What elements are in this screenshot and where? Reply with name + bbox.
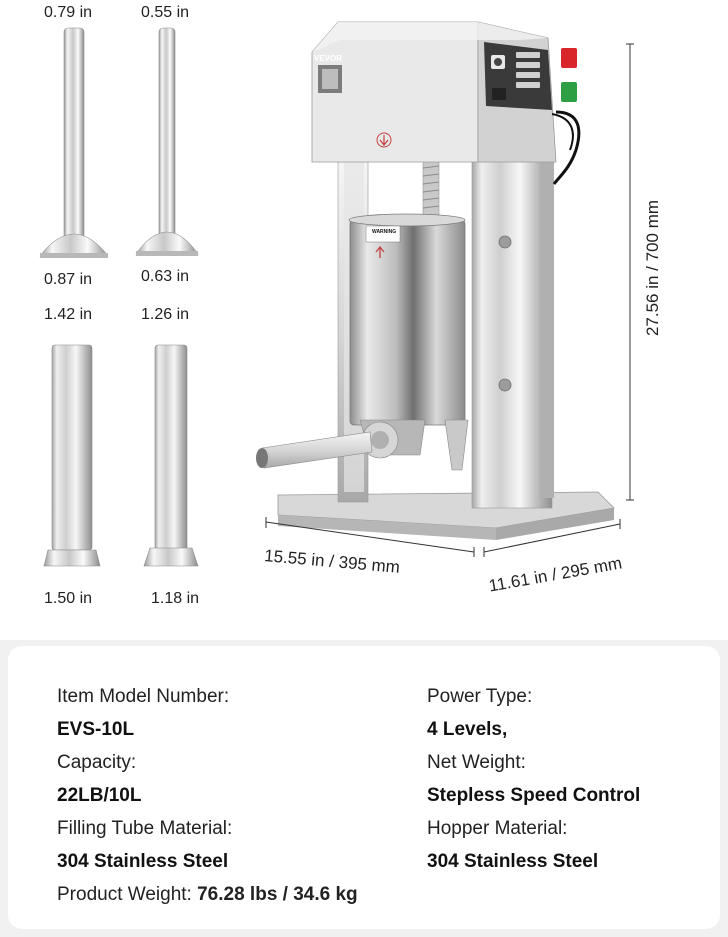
tube2-top-size: 0.55 in xyxy=(141,4,190,21)
specifications-card xyxy=(8,646,720,929)
hopper-warning-label: WARNING xyxy=(372,229,397,235)
product-weight-value: 76.28 lbs / 34.6 kg xyxy=(197,884,358,905)
machine-depth-dimension: 11.61 in / 295 mm xyxy=(487,553,624,596)
filling-tube-material-value: 304 Stainless Steel xyxy=(57,851,229,872)
sausage-stuffer-machine xyxy=(256,22,614,540)
power-switch-green xyxy=(561,82,577,102)
tube2-bottom-size: 0.63 in xyxy=(141,268,190,285)
machine-height-dimension: 27.56 in / 700 mm xyxy=(643,199,663,337)
tube4-bottom-size: 1.18 in xyxy=(151,590,200,607)
model-number-value: EVS-10L xyxy=(57,719,135,740)
tube1-bottom-size: 0.87 in xyxy=(44,271,93,288)
capacity-value: 22LB/10L xyxy=(57,785,142,806)
product-weight-row xyxy=(57,884,358,906)
specifications-section xyxy=(0,640,728,937)
hopper-material-value: 304 Stainless Steel xyxy=(427,851,599,872)
power-type-label: Power Type: xyxy=(427,686,533,707)
capacity-label: Capacity: xyxy=(57,752,137,773)
filling-tube-material-label: Filling Tube Material: xyxy=(57,818,233,839)
net-weight-label: Net Weight: xyxy=(427,752,526,773)
brand-logo: VEVOR xyxy=(314,54,343,63)
machine-width-dimension: 15.55 in / 395 mm xyxy=(263,546,401,577)
net-weight-value: Stepless Speed Control xyxy=(427,785,641,806)
filling-tube-3 xyxy=(44,345,100,566)
filling-tube-1 xyxy=(40,28,108,258)
tube3-top-size: 1.42 in xyxy=(44,306,93,323)
filling-tube-4 xyxy=(144,345,198,566)
model-number-label: Item Model Number: xyxy=(57,686,230,707)
product-weight-label: Product Weight: xyxy=(57,884,192,905)
tube3-bottom-size: 1.50 in xyxy=(44,590,93,607)
filling-tube-2 xyxy=(136,28,198,256)
power-switch-red xyxy=(561,48,577,68)
power-type-value: 4 Levels, xyxy=(427,719,508,740)
tube4-top-size: 1.26 in xyxy=(141,306,190,323)
hopper-material-label: Hopper Material: xyxy=(427,818,568,839)
tube1-top-size: 0.79 in xyxy=(44,4,93,21)
